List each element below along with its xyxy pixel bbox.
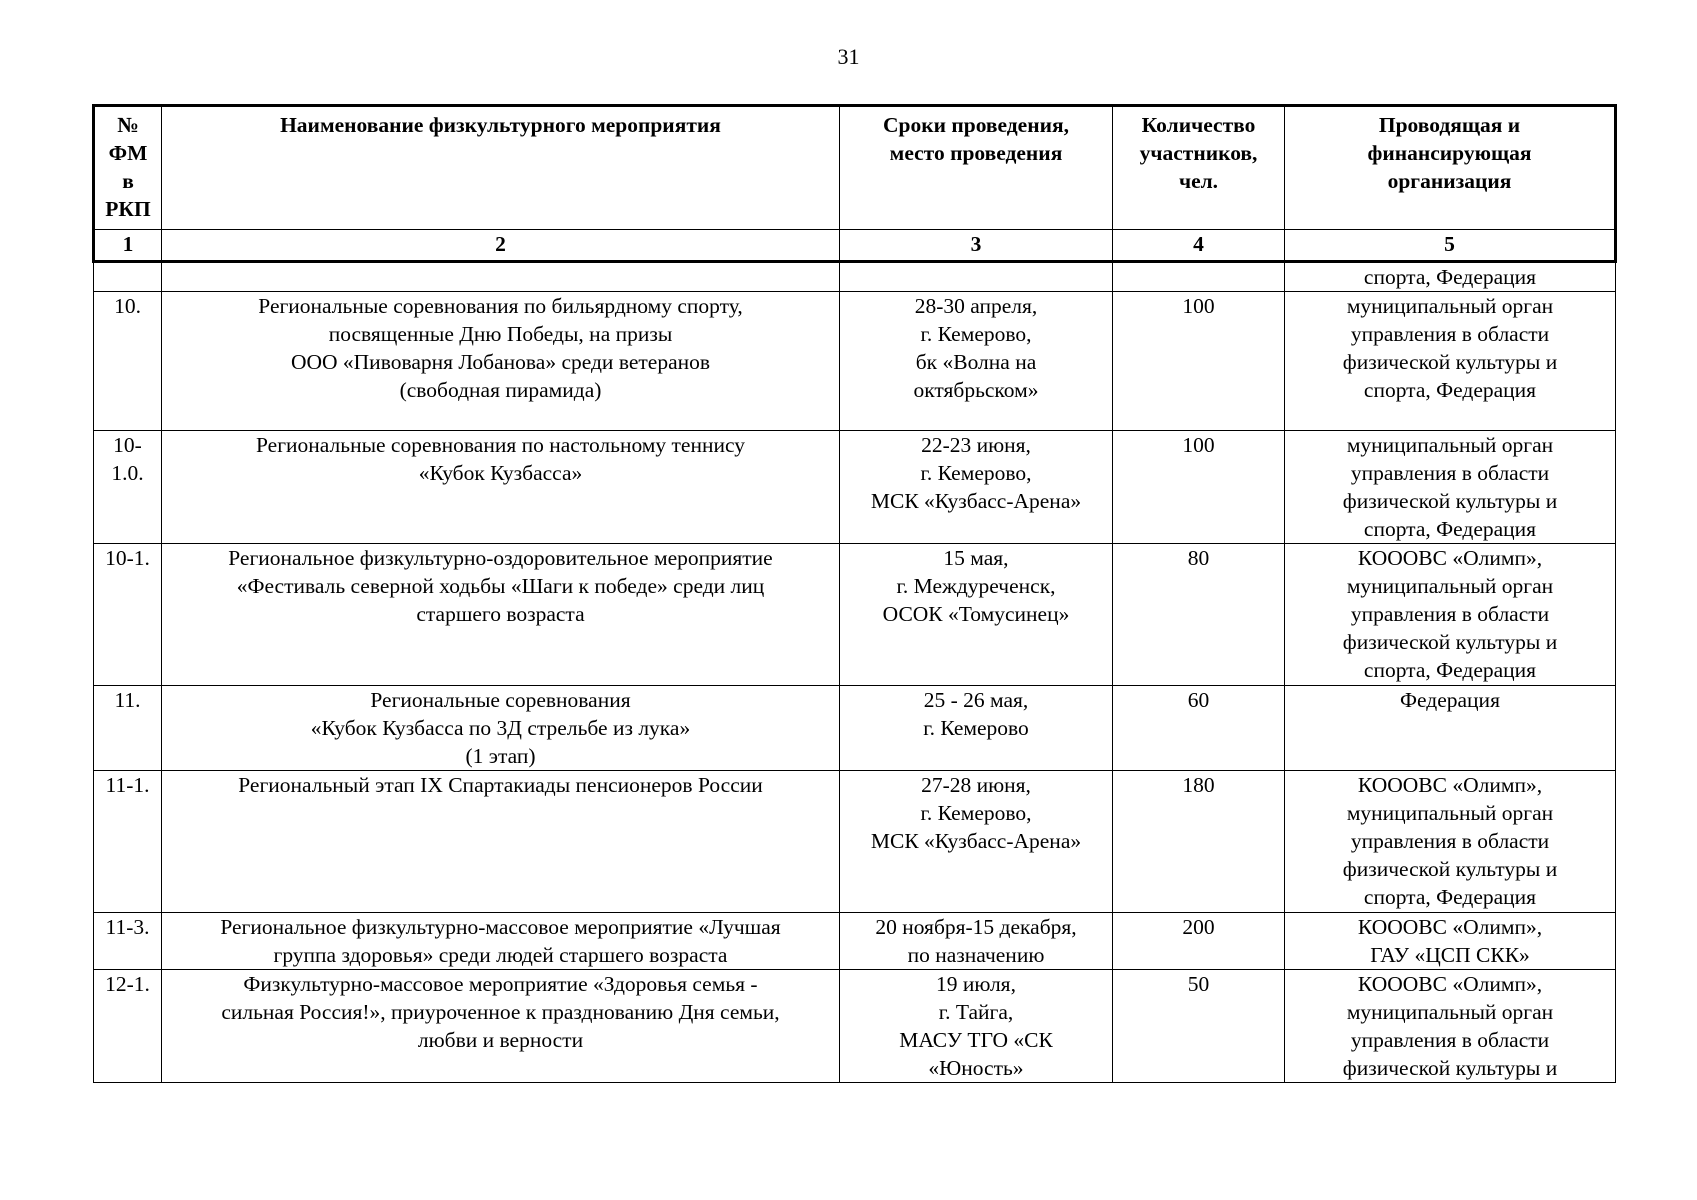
participants-count: 200 [1113, 913, 1285, 970]
table-row [94, 292, 1616, 431]
participants-count [1113, 262, 1285, 292]
table-row [94, 771, 1616, 913]
organization: спорта, Федерация [1285, 262, 1616, 292]
table-row [94, 913, 1616, 970]
row-number: 12-1. [94, 970, 162, 1083]
organization: Федерация [1285, 686, 1616, 771]
event-dates-place: 15 мая, г. Междуреченск, ОСОК «Томусинец» [840, 544, 1113, 686]
table-row [94, 262, 1616, 292]
column-number: 5 [1285, 230, 1616, 262]
table-row [94, 686, 1616, 771]
event-dates-place: 27-28 июня, г. Кемерово, МСК «Кузбасс-Арена» [840, 771, 1113, 913]
event-dates-place: 20 ноября-15 декабря, по назначению [840, 913, 1113, 970]
column-numbers-row [94, 230, 1616, 262]
table-row [94, 970, 1616, 1083]
event-name: Региональные соревнования по настольному теннису «Кубок Кузбасса» [162, 431, 840, 544]
event-dates-place [840, 262, 1113, 292]
header-event-name: Наименование физкультурного мероприятия [162, 106, 840, 230]
organization: муниципальный орган управления в области физической культуры и спорта, Федерация [1285, 292, 1616, 431]
participants-count: 80 [1113, 544, 1285, 686]
page-number: 31 [837, 44, 860, 69]
row-number [94, 262, 162, 292]
organization: КОООВС «Олимп», муниципальный орган управления в области физической культуры и [1285, 970, 1616, 1083]
organization: КОООВС «Олимп», муниципальный орган управления в области физической культуры и спорта, Федерация [1285, 771, 1616, 913]
header-organization: Проводящая и финансирующая организация [1285, 106, 1616, 230]
event-name: Региональный этап IX Спартакиады пенсионеров России [162, 771, 840, 913]
table-header [94, 106, 1616, 262]
row-number: 11-3. [94, 913, 162, 970]
participants-count: 50 [1113, 970, 1285, 1083]
event-name [162, 262, 840, 292]
row-number: 10. [94, 292, 162, 431]
event-name: Региональное физкультурно-массовое мероприятие «Лучшая группа здоровья» среди людей старшего возраста [162, 913, 840, 970]
column-number: 1 [94, 230, 162, 262]
event-name: Региональные соревнования по бильярдному спорту, посвященные Дню Победы, на призы ООО «Пивоварня Лобанова» среди ветеранов (свободная пирамида) [162, 292, 840, 431]
row-number: 10-1. [94, 544, 162, 686]
column-number: 3 [840, 230, 1113, 262]
row-number: 11. [94, 686, 162, 771]
table-row [94, 544, 1616, 686]
header-row [94, 106, 1616, 230]
column-number: 2 [162, 230, 840, 262]
event-dates-place: 22-23 июня, г. Кемерово, МСК «Кузбасс-Арена» [840, 431, 1113, 544]
header-number: № ФМ в РКП [94, 106, 162, 230]
participants-count: 180 [1113, 771, 1285, 913]
participants-count: 60 [1113, 686, 1285, 771]
event-dates-place: 28-30 апреля, г. Кемерово, бк «Волна на октябрьском» [840, 292, 1113, 431]
organization: КОООВС «Олимп», муниципальный орган управления в области физической культуры и спорта, Федерация [1285, 544, 1616, 686]
event-name: Региональные соревнования «Кубок Кузбасса по 3Д стрельбе из лука» (1 этап) [162, 686, 840, 771]
events-table [92, 104, 1617, 1083]
header-participants: Количество участников, чел. [1113, 106, 1285, 230]
event-name: Физкультурно-массовое мероприятие «Здоровья семья - сильная Россия!», приуроченное к празднованию Дня семьи, любви и верности [162, 970, 840, 1083]
header-dates-place: Сроки проведения, место проведения [840, 106, 1113, 230]
table-row [94, 431, 1616, 544]
organization: муниципальный орган управления в области физической культуры и спорта, Федерация [1285, 431, 1616, 544]
organization: КОООВС «Олимп», ГАУ «ЦСП СКК» [1285, 913, 1616, 970]
event-name: Региональное физкультурно-оздоровительное мероприятие «Фестиваль северной ходьбы «Шаги к победе» среди лиц старшего возраста [162, 544, 840, 686]
participants-count: 100 [1113, 431, 1285, 544]
participants-count: 100 [1113, 292, 1285, 431]
event-dates-place: 19 июля, г. Тайга, МАСУ ТГО «СК «Юность» [840, 970, 1113, 1083]
event-dates-place: 25 - 26 мая, г. Кемерово [840, 686, 1113, 771]
column-number: 4 [1113, 230, 1285, 262]
row-number: 11-1. [94, 771, 162, 913]
row-number: 10-1.0. [94, 431, 162, 544]
